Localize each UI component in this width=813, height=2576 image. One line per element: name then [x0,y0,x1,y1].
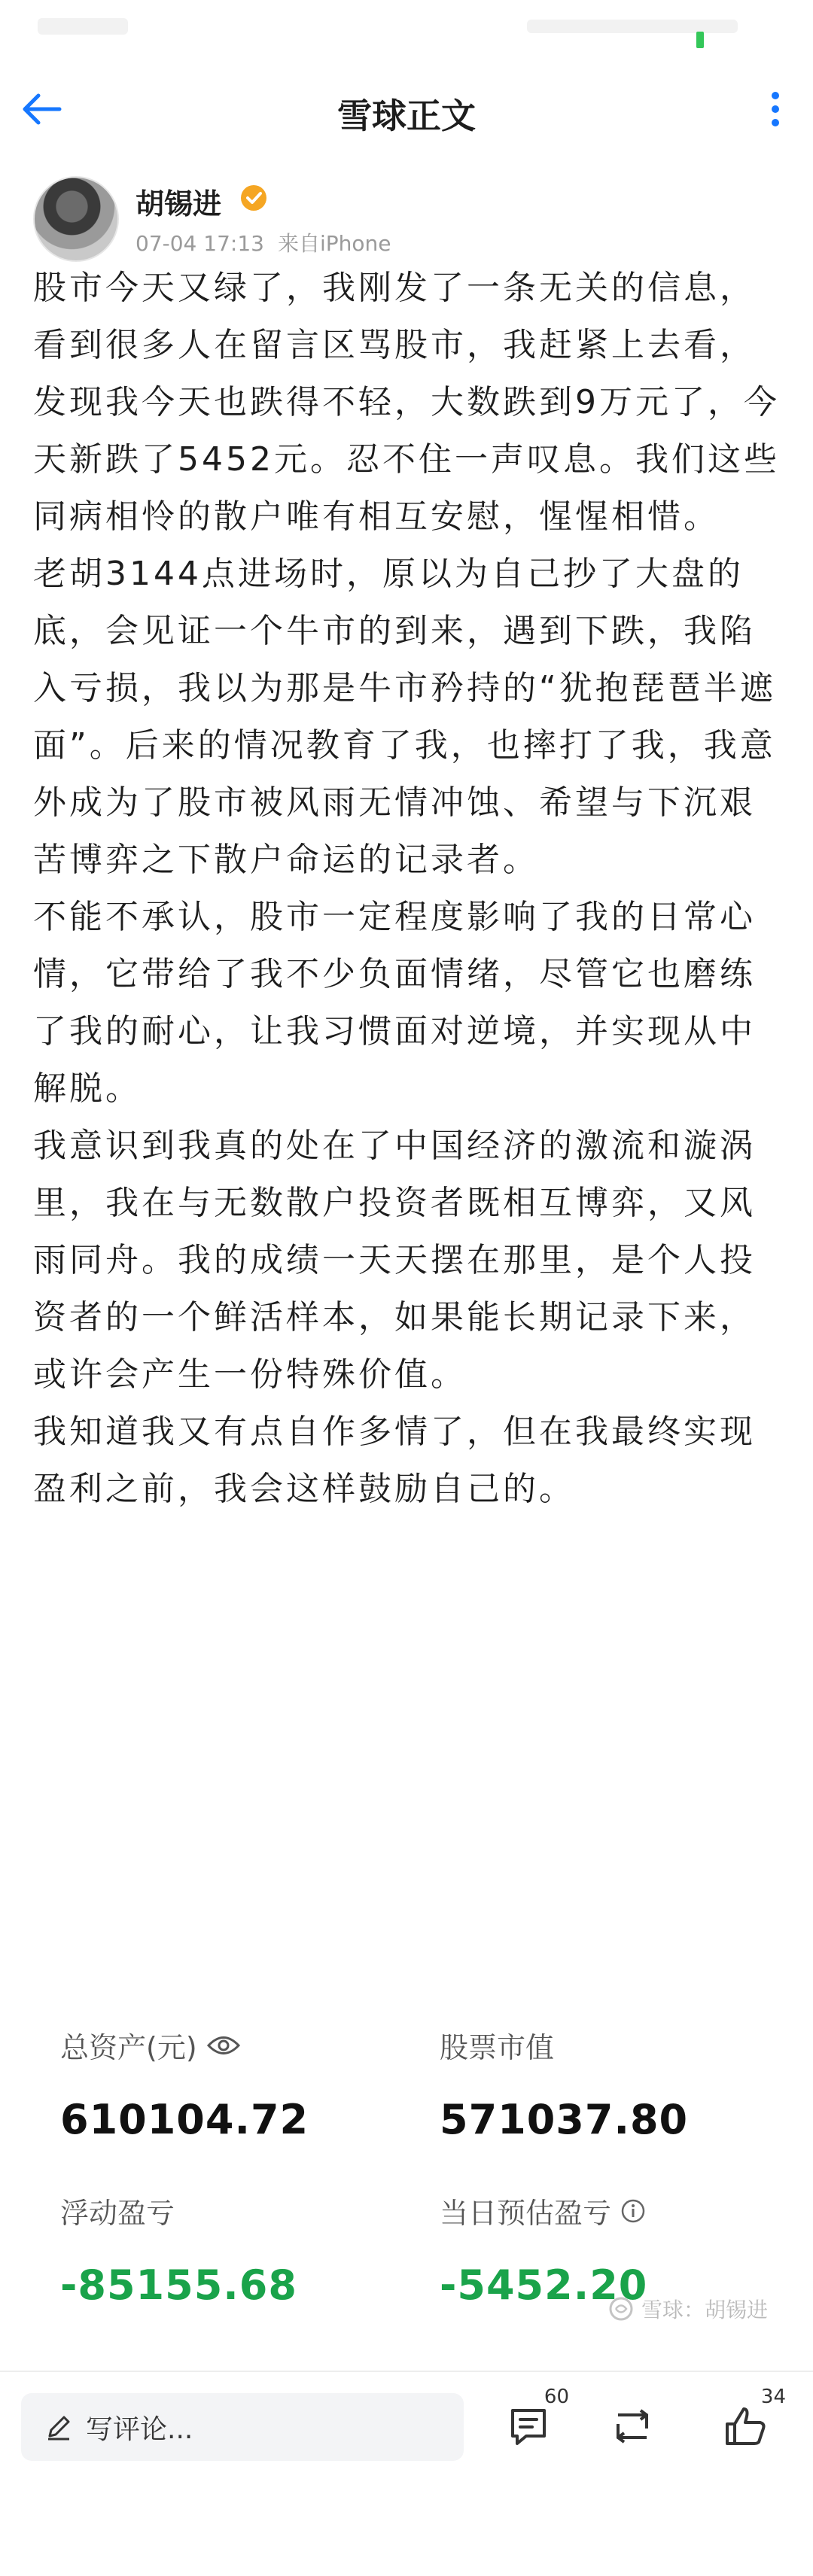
more-button[interactable] [753,83,798,135]
comment-placeholder: 写评论... [86,2413,193,2445]
daily-pl-label: 当日预估盈亏 [440,2197,612,2230]
floating-pl-value: -85155.68 [60,2261,297,2309]
bottom-action-bar [0,2372,813,2470]
market-value-label: 股票市值 [440,2031,555,2064]
comment-button[interactable] [498,2386,569,2456]
eye-icon[interactable] [206,2034,241,2057]
watermark-text: 雪球：胡锡进 [641,2298,768,2322]
post-date: 07-04 17:13 [136,231,264,256]
author-header [0,158,813,271]
comment-input[interactable] [21,2393,464,2461]
post-paragraph: 老胡3144点进场时，原以为自己抄了大盘的底，会见证一个牛市的到来，遇到下跌，我陷入亏损，我以为那是牛市矜持的“犹抱琵琶半遮面”。后来的情况教育了我，也摔打了我，我意外成为了股市被风雨无情冲蚀、希望与下沉艰苦博弈之下散户命运的记录者。 [33,555,776,879]
post-paragraph: 股市今天又绿了，我刚发了一条无关的信息，看到很多人在留言区骂股市，我赶紧上去看，发现我今天也跌得不轻，大数跌到9万元了，今天新跌了5452元。忍不住一声叹息。我们这些同病相怜的散户唯有相互安慰，惺惺相惜。 [33,269,780,536]
snowball-logo-icon [608,2296,634,2322]
post-paragraph: 不能不承认，股市一定程度影响了我的日常心情，它带给了我不少负面情绪，尽管它也磨练了我的耐心，让我习惯面对逆境，并实现从中解脱。 [33,898,756,1108]
like-count: 34 [760,2386,786,2408]
post-source: 来自iPhone [277,231,391,256]
comment-icon [507,2404,550,2448]
post-content [33,260,786,1518]
comment-count: 60 [544,2386,569,2408]
repost-icon [609,2404,656,2448]
post-meta [136,227,391,257]
daily-pl [440,2190,647,2309]
floating-pl [60,2190,297,2309]
post-paragraph: 我知道我又有点自作多情了，但在我最终实现盈利之前，我会这样鼓励自己的。 [33,1413,756,1508]
nav-bar [0,60,813,158]
total-assets [60,2024,309,2143]
status-icons [527,20,738,33]
more-vertical-icon [770,90,781,128]
like-icon [723,2404,768,2448]
post-paragraph: 我意识到我真的处在了中国经济的激流和漩涡里，我在与无数散户投资者既相互博弈，又风雨同舟。我的成绩一天天摆在那里，是个人投资者的一个鲜活样本，如果能长期记录下来，或许会产生一份特殊价值。 [33,1127,756,1394]
author-name[interactable]: 胡锡进 [136,187,222,220]
avatar[interactable] [33,176,119,262]
status-bar [0,0,813,60]
market-value-value: 571037.80 [440,2096,689,2143]
verified-icon [239,184,268,212]
portfolio-card [0,2002,813,2325]
battery-icon [696,32,704,48]
page-title: 雪球正文 [337,96,476,136]
like-button[interactable] [715,2386,786,2456]
repost-button[interactable] [602,2396,662,2456]
floating-pl-label: 浮动盈亏 [60,2197,175,2230]
total-assets-value: 610104.72 [60,2096,309,2143]
market-value [440,2024,688,2143]
total-assets-label: 总资产(元) [60,2031,197,2064]
status-time [38,18,128,35]
daily-pl-value: -5452.20 [440,2261,648,2309]
watermark [608,2294,768,2324]
info-icon[interactable] [620,2198,646,2224]
pencil-icon [44,2412,74,2442]
